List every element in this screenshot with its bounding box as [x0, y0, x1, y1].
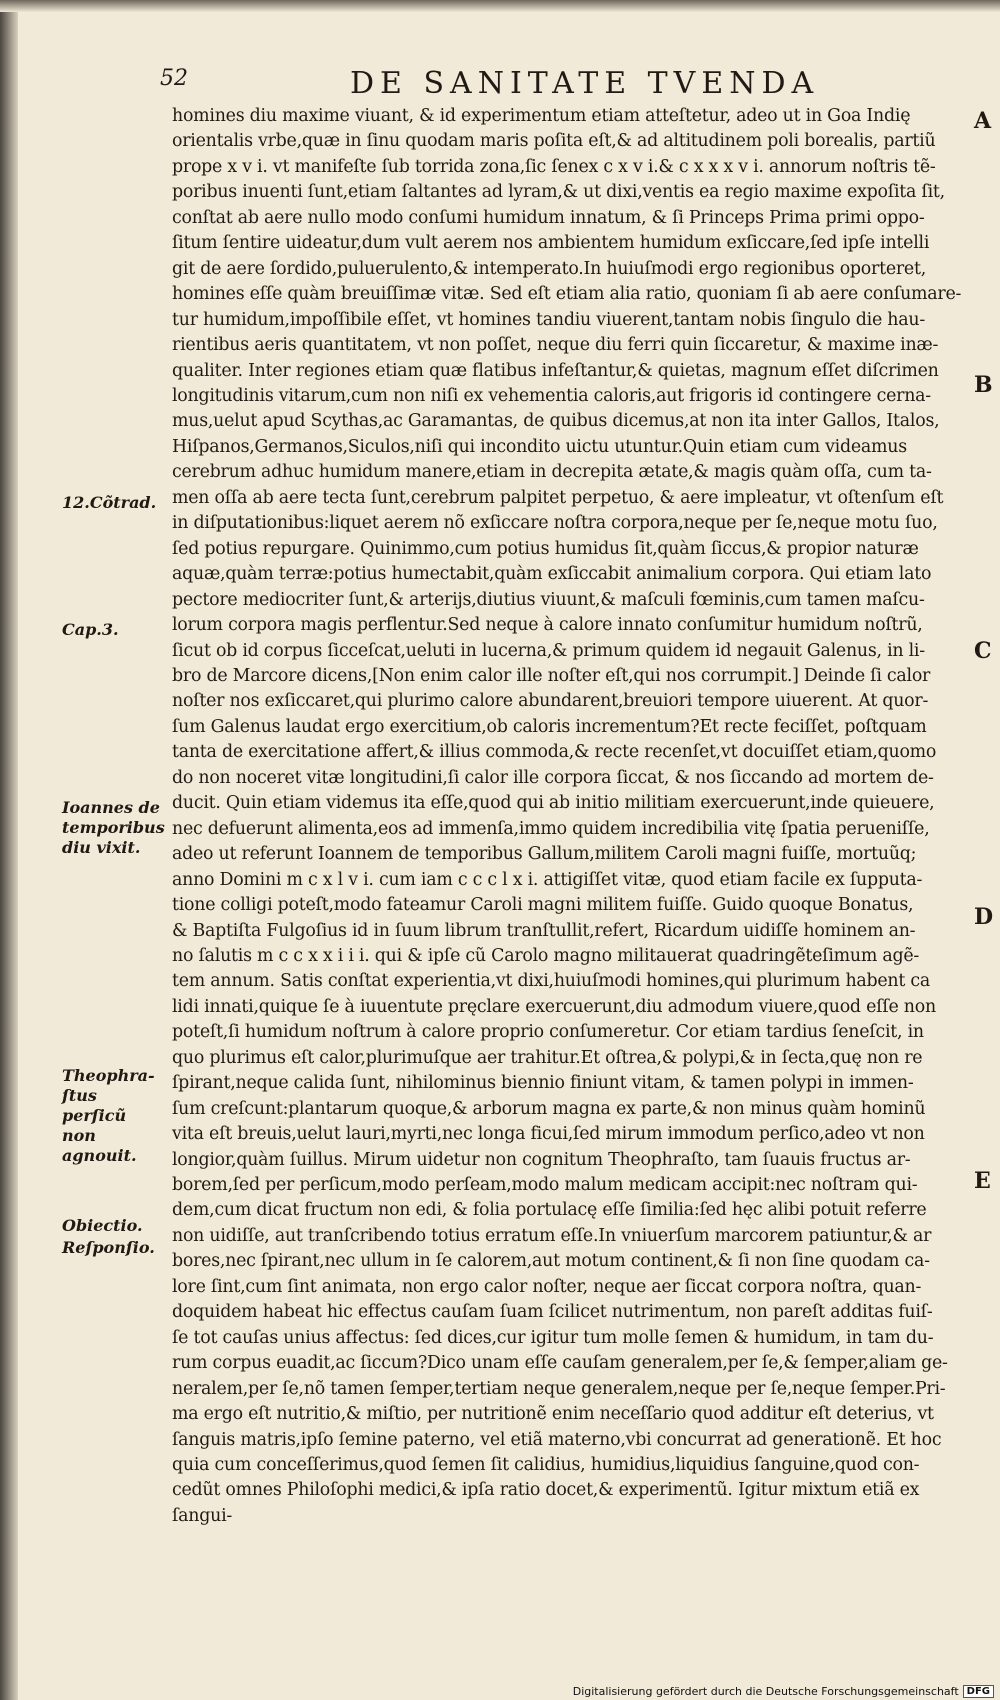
text-line: git de aere ſordido,puluerulento,& intemperato.In huiuſmodi ergo regionibus oporteret, [172, 258, 926, 279]
text-line: no ſalutis m c c x x i i i. qui & ipſe cũ Carolo magno militauerat quadringẽteſimum agẽ- [172, 945, 920, 966]
text-line: homines eſſe quàm breuiſſimæ vitæ. Sed eſt etiam alia ratio, quoniam ſi ab aere conſumare- [172, 284, 962, 305]
margin-section-letter: D [974, 904, 994, 930]
text-line: homines diu maxime viuant, & id experimentum etiam atteſtetur, adeo ut in Goa Indię [172, 106, 911, 126]
margin-note: 12.Cõtrad. [62, 493, 157, 512]
text-line: tur humidum,impoſſibile eſſet, vt homines tandiu viuerent,tantam nobis ſingulo die hau- [172, 309, 925, 330]
text-line: ma ergo eſt nutritio,& miſtio, per nutritionẽ enim neceſſario quod additur eſt deterius, vt [172, 1404, 934, 1425]
running-head: DE SANITATE TVENDA [350, 66, 820, 101]
text-line: ſe tot cauſas unius affectus: ſed dices,cur igitur tum molle ſemen & humidum, in tam du- [172, 1327, 934, 1348]
text-line: tanta de exercitatione affert,& illius commoda,& recte recenſet,vt docuiſſet etiam,quomo [172, 742, 937, 763]
text-line: cedũt omnes Philoſophi medici,& ipſa ratio docet,& experimentũ. Igitur mixtum etiã ex [172, 1480, 920, 1501]
text-line: do non noceret vitæ longitudini,ſi calor ille corpora ſiccat, & nos ſiccando ad mortem de- [172, 767, 934, 788]
text-line: mus,uelut apud Scythas,ac Garamantas, de quibus dicemus,at non ita inter Gallos, Italos, [172, 411, 940, 432]
text-line: rum corpus euadit,ac ſiccum?Dico unam eſſe cauſam generalem,per ſe,& ſemper,aliam ge- [172, 1353, 948, 1374]
text-line: quo plurimus eſt calor,plurimuſque aer trahitur.Et oſtrea,& polypi,& in ſecta,quę non re [172, 1047, 923, 1068]
text-line: ſpirant,neque calida ſunt, nihilominus biennio finiunt vitam, & tamen polypi in immen- [172, 1073, 914, 1094]
text-line: tione colligi poteſt,modo fateamur Caroli magni militem fuiſſe. Guido quoque Bonatus, [172, 895, 914, 916]
text-line: orientalis vrbe,quæ in ſinu quodam maris poſita eſt,& ad altitudinem poli borealis, partiũ [172, 131, 936, 152]
text-line: longior,quàm ſuillus. Mirum uidetur non cognitum Theophraſto, tam ſuauis fructus ar- [172, 1149, 911, 1170]
text-line: aquæ,quàm terræ:potius humectabit,quàm exſiccabit animalium corpora. Qui etiam lato [172, 564, 932, 585]
text-line: lidi innati,quique ſe à iuuentute pręclare exercuerunt,diu admodum viuere,quod eſſe non [172, 996, 936, 1017]
text-line: ſum Galenus laudat ergo exercitium,ob caloris incrementum?Et recte feciſſet, poſtquam [172, 716, 927, 737]
text-line: doquidem habeat hic effectus cauſam ſuam ſcilicet nutrimentum, non pareſt additas fuiſ- [172, 1302, 933, 1323]
text-line: men oſſa ab aere tecta ſunt,cerebrum palpitet perpetuo, & aere impleatur, vt oſtenſum eſt [172, 487, 944, 508]
text-line: non uidiſſe, aut tranſcribendo totius erratum eſſe.In vniuerſum marcorem patiuntur,& ar [172, 1225, 932, 1246]
margin-section-letter: A [974, 108, 992, 134]
text-line: poribus inuenti ſunt,etiam ſaltantes ad lyram,& ut dixi,ventis ea regio maxime expoſita ſit, [172, 182, 945, 203]
page-number: 52 [160, 66, 188, 91]
text-line: ſed potius repurgare. Quinimmo,cum potius humidus ſit,quàm ſiccus,& propior naturæ [172, 538, 919, 559]
text-line: ſangui- [172, 1505, 233, 1526]
text-line: adeo ut referunt Ioannem de temporibus Gallum,militem Caroli magni fuiſſe, mortuũq; [172, 844, 917, 865]
text-line: in diſputationibus:liquet aerem nõ exſiccare noſtra corpora,neque per ſe,neque motu ſuo, [172, 513, 938, 534]
text-line: dem,cum dicat fructum non edi, & folia portulacę eſſe ſimilia:ſed hęc alibi potuit referre [172, 1200, 927, 1221]
dfg-logo: DFG [963, 1685, 994, 1698]
margin-section-letter: B [974, 372, 993, 398]
margin-note: Cap.3. [62, 620, 119, 639]
text-line: & Baptiſta Fulgoſius id in ſuum librum tranſtullit,refert, Ricardum uidiſſe hominem an- [172, 920, 916, 941]
text-line: lore ſint,cum ſint animata, non ergo calor noſter, neque aer ſiccat corpora noſtra, quan- [172, 1276, 922, 1297]
text-line: bores,nec ſpirant,nec ullum in ſe calorem,aut motum continent,& ſi non ſine quodam ca- [172, 1251, 930, 1272]
text-line: rientibus aeris quantitatem, vt non poſſet, neque diu ferri quin ſiccaretur, & maxime inæ- [172, 335, 939, 356]
body-text [172, 104, 980, 1529]
text-line: ſitum ſentire uideatur,dum vult aerem nos ambientem humidum exſiccare,ſed ipſe intelli [172, 233, 930, 254]
text-line: noſter nos exſiccaret,qui plurimo calore abundarent,breuiori tempore uiuerent. At quor- [172, 691, 929, 712]
margin-section-letter: E [974, 1168, 991, 1194]
margin-note: Theophra-ſtus perſicũ non agnouit. [62, 1066, 155, 1165]
text-line: qualiter. Inter regiones etiam quæ flatibus infeſtantur,& quietas, magnum eſſet diſcrimen [172, 360, 939, 381]
text-line: bro de Marcore dicens,[Non enim calor ille noſter eſt,qui nos corrumpit.] Deinde ſi calor [172, 665, 931, 686]
margin-section-letter: C [974, 638, 992, 664]
text-line: cerebrum adhuc humidum manere,etiam in decrepita ætate,& magis quàm oſſa, cum ta- [172, 462, 932, 483]
binding-shadow [0, 0, 18, 1700]
text-line: tem annum. Satis conſtat experientia,vt dixi,huiuſmodi homines,qui plurimum habent ca [172, 971, 931, 992]
text-line: ſanguis matris,ipſo ſemine paterno, vel etiã materno,vbi concurrat ad generationẽ. Et hoc [172, 1429, 942, 1450]
text-line: prope x v i. vt manifeſte ſub torrida zona,ſic ſenex c x v i.& c x x x v i. annorum noſtris tẽ- [172, 156, 936, 177]
text-line: vita eſt breuis,uelut lauri,myrti,nec longa ficui,ſed mirum immodum perſico,adeo vt non [172, 1124, 925, 1145]
footer-credit: Digitalisierung gefördert durch die Deutsche Forschungsgemeinschaft [572, 1685, 959, 1698]
text-line: neralem,per ſe,nõ tamen ſemper,tertiam neque generalem,neque per ſe,neque ſemper.Pri- [172, 1378, 946, 1399]
text-line: nec defuerunt alimenta,eos ad immenſa,immo quidem incredibilia vitę ſpatia perueniſſe, [172, 818, 930, 839]
text-line: ſicut ob id corpus ſicceſcat,ueluti in lucerna,& primum quidem id negauit Galenus, in li- [172, 640, 925, 661]
text-line: quia cum conceſſerimus,quod ſemen ſit calidius, humidius,liquidius ſanguine,quod con- [172, 1455, 920, 1476]
text-line: borem,ſed per perſicum,modo perſeam,modo malum medicam accipit:nec noſtram qui- [172, 1175, 918, 1196]
page-top-edge [0, 0, 1000, 12]
margin-note: Obiectio. [62, 1216, 143, 1235]
text-line: ducit. Quin etiam videmus ita eſſe,quod qui ab initio militiam exercuerunt,inde quieuere, [172, 793, 935, 814]
text-line: lorum corpora magis perflentur.Sed neque à calore innato conſumitur humidum noſtrũ, [172, 615, 923, 636]
text-line: pectore mediocriter ſunt,& arterijs,diutius viuunt,& maſculi fœminis,cum tamen maſcu- [172, 589, 925, 610]
text-line: Hiſpanos,Germanos,Siculos,niſi qui incondito uictu utuntur.Quin etiam cum videamus [172, 436, 907, 457]
text-line: longitudinis vitarum,cum non niſi ex vehementia caloris,aut frigoris id contingere cerna- [172, 385, 931, 406]
text-line: conſtat ab aere nullo modo conſumi humidum innatum, & ſi Princeps Prima primi oppo- [172, 207, 925, 228]
text-line: anno Domini m c x l v i. cum iam c c c l x i. attigiſſet vitæ, quod etiam facile ex ſupputa- [172, 869, 923, 890]
text-line: ſum creſcunt:plantarum quoque,& arborum magna ex parte,& non minus quàm hominũ [172, 1098, 926, 1119]
margin-note: Reſponſio. [62, 1238, 155, 1257]
digitization-footer [573, 1685, 994, 1698]
text-line: poteſt,ſi humidum noſtrum à calore proprio conſumeretur. Cor etiam tardius ſeneſcit, in [172, 1022, 924, 1043]
margin-note: Ioannes de temporibus diu vixit. [62, 798, 165, 857]
